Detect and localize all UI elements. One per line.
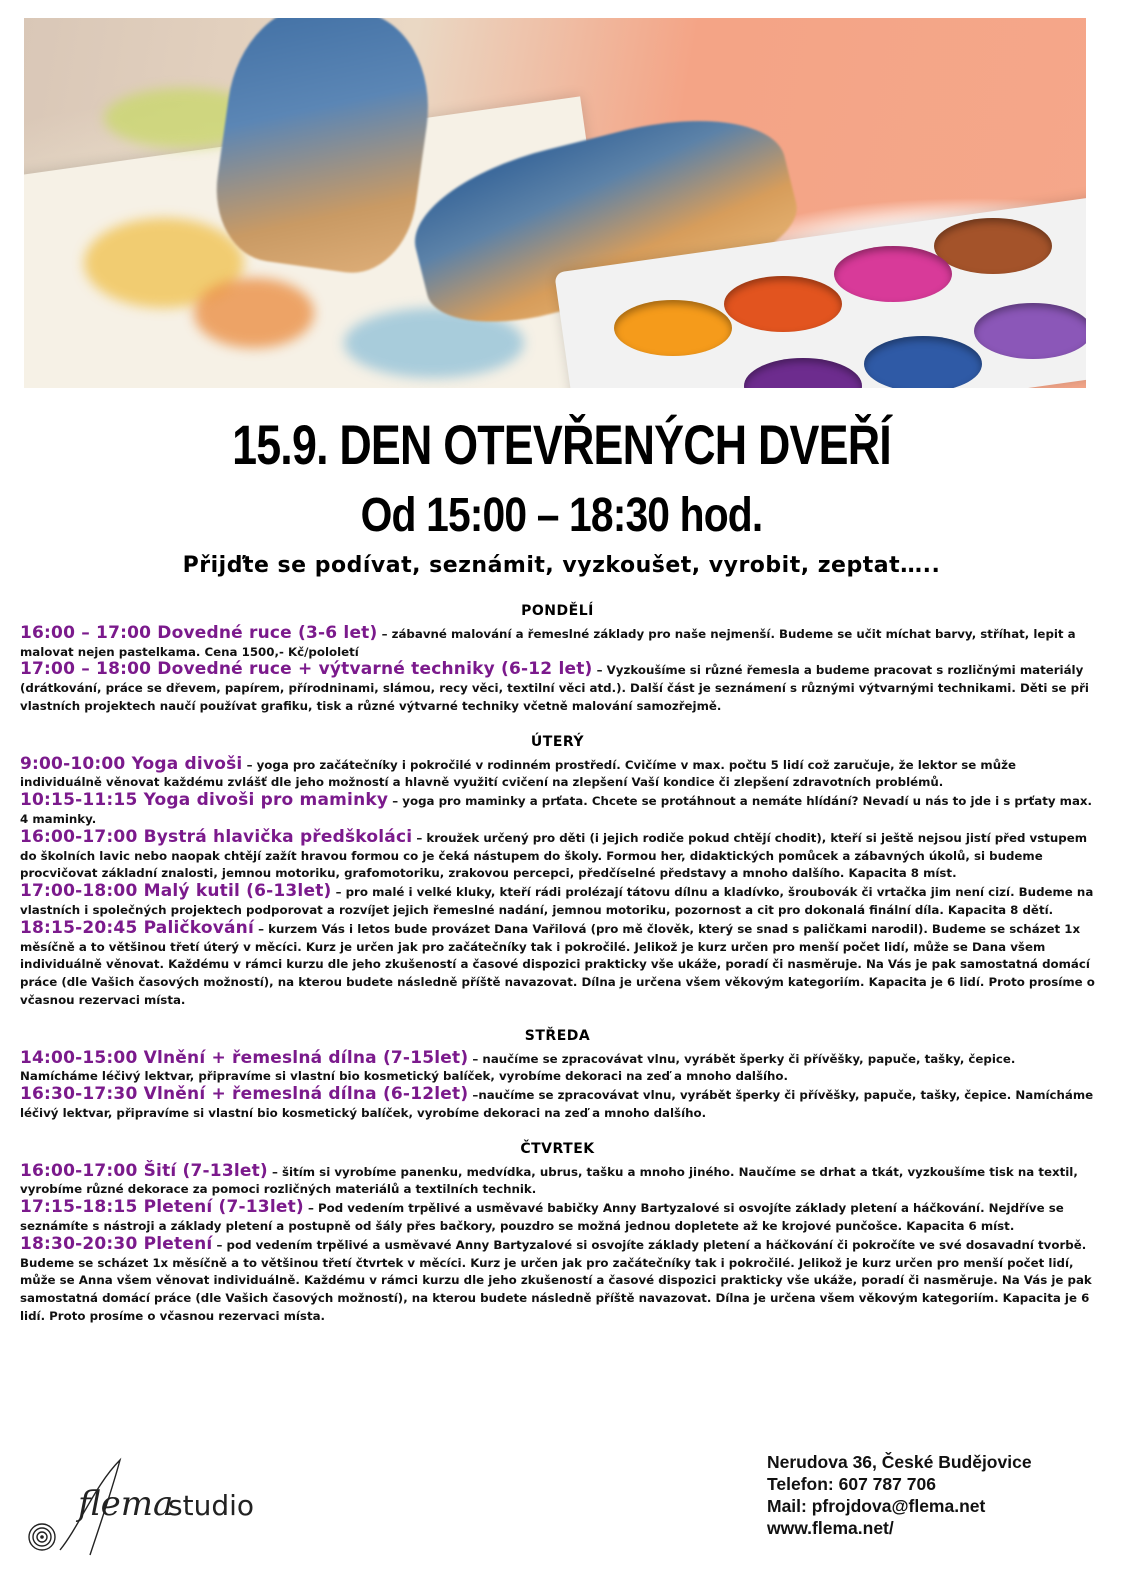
flema-studio-logo [20, 1455, 320, 1565]
day-heading-monday: PONDĚLÍ [521, 603, 594, 619]
entry-text: – kroužek určený pro děti (i jejich rodiče pokud chtějí chodit), kteří si ještě nejsou jistí před vstupem do školních lavic nebo naopak chtějí zažít hravou formou co je čeká nástupem do školy. Formou her, didaktických pomůcek a zábavných úkolů, si budeme procvičovat základní znalosti, jemnou motoriku, grafomotoriku, zrakovou percepci, předčíselné představy a mnoho dalšího. Kapacita 8 míst. [20, 830, 1088, 881]
entry-heading: 16:00-17:00 Šití (7-13let) [20, 1160, 268, 1181]
paint-well [934, 218, 1052, 274]
entry-text: –naučíme se zpracovávat vlnu, vyrábět šperky či přívěšky, papuče, tašky, čepice. Namícháme léčivý lektvar, připravíme si vlastní bio kosmetický balíček, vyrobíme dekoraci na zeď a mnoho dalšího. [20, 1088, 1094, 1120]
entry-text: – yoga pro začátečníky i pokročilé v rodinném prostředí. Cvičíme v max. počtu 5 lidí což zaručuje, že lektor se může individuálně věnovat každému zvlášť dle jeho možností a hlavně využití cvičení na zlepšení Vaší kondice či zlepšení zdravotních problémů. [20, 757, 1016, 790]
schedule-entry [20, 883, 1095, 920]
entry-text: – pro malé i velké kluky, kteří rádi prolézají tátovu dílnu a kladívko, šroubovák či vrtačka jim není cizí. Budeme na vlastních i společných projektech podporovat a rozvíjet jejich řemeslné nadání, jemnou motoriku, pozornost a cit pro dokonalá finální díla. Kapacita 8 dětí. [20, 885, 1094, 917]
paint-well [834, 246, 952, 302]
schedule-entry [20, 1233, 1095, 1326]
day-heading-wednesday: STŘEDA [524, 1027, 591, 1044]
schedule-entry [20, 792, 1095, 829]
schedule-entry [20, 917, 1095, 1010]
entry-heading: 16:30-17:30 Vlnění + řemeslná dílna (6-12let) [20, 1084, 469, 1105]
schedule-entry [20, 826, 1095, 883]
spiral-icon [29, 1524, 55, 1550]
entry-text: – pod vedením trpělivé a usměvavé Anny Bartyzalové si osvojíte základy pletení a háčkování či pokročíte ve své dosavadní tvorbě. Budeme se scházet 1x měsíčně a to většinou třetí čtvrtek v měcíci. Kurz je určen jak pro začátečníky tak i pokročilé. Jelikož je kurz určen pro menší počet lidí, může se Anna všem věnovat individuálně. Každému v rámci kurzu dle jeho zkušeností a časové dispozici prakticky vše ukáže, poradí či nasměruje. Na Vás je pak samostatná domácí práce (dle Vašich časových možností), na kterou budete následně příště navazovat. Dílna je určena všem věkovým kategoriím. Kapacita je 6 lidí. Proto prosíme o včasnou rezervaci místa. [20, 1237, 1092, 1323]
schedule-entry [20, 622, 1095, 662]
event-title: 15.9. DEN OTEVŘENÝCH DVEŘÍ [232, 413, 891, 476]
entry-text: – yoga pro maminky a prťata. Chcete se protáhnout a nemáte hlídání? Nevadí u nás to jde i s prťaty max. 4 maminky. [20, 794, 1092, 826]
entry-heading: 16:00-17:00 Bystrá hlavička předškoláci [20, 826, 413, 847]
paint-well [724, 276, 842, 332]
entry-heading: 17:00 – 18:00 Dovedné ruce + výtvarné techniky (6-12 let) [20, 659, 593, 680]
schedule-entry [20, 1160, 1095, 1200]
entry-text: – zábavné malování a řemeslné základy pro naše nejmenší. Budeme se učit míchat barvy, stříhat, lepit a malovat nejen pastelkama. Cena 1500,- Kč/pololetí [20, 626, 1076, 659]
schedule-entry [20, 1199, 1095, 1236]
email: Mail: pfrojdova@flema.net [767, 1496, 986, 1516]
logo-word: studio [168, 1489, 254, 1522]
paint-well [614, 300, 732, 356]
schedule-entry [20, 753, 1095, 793]
entry-heading: 10:15-11:15 Yoga divoši pro maminky [20, 790, 389, 811]
event-time: Od 15:00 – 18:30 hod. [360, 489, 763, 542]
entry-text: – šitím si vyrobíme panenku, medvídka, ubrus, tašku a mnoho jiného. Naučíme se drhat a tkát, vyzkoušíme tisk na textil, vyrobíme různé dekorace za pomoci rozličných materiálů a textilních technik. [20, 1164, 1078, 1197]
entry-heading: 17:15-18:15 Pletení (7-13let) [20, 1197, 304, 1218]
hero-photo [24, 18, 1086, 388]
website-link[interactable]: www.flema.net/ [767, 1518, 894, 1538]
schedule-entry [20, 1086, 1095, 1123]
day-heading-thursday: ČTVRTEK [520, 1140, 595, 1157]
entry-text: – Pod vedením trpělivé a usměvavé babičky Anny Bartyzalové si osvojíte základy pletení a háčkování. Nejdříve se seznámíte s nástroji a základy pletení a postupně od šály přes bačkory, pouzdro se možná jednou dopletete až ke krojové punčošce. Kapacita 6 míst. [20, 1201, 1064, 1233]
paint-well [974, 303, 1086, 359]
entry-text: – Vyzkoušíme si různé řemesla a budeme pracovat s rozličnými materiály (drátkování, práce se dřevem, papírem, přírodninami, slámou, recy věci, textilní věci atd.). Další část je seznámení s různými výtvarnými technikami. Děti se při vlastních projektech naučí používat grafiku, tisk a různé výtvarné techniky včetně malování samozřejmě. [20, 663, 1089, 713]
entry-heading: 16:00 – 17:00 Dovedné ruce (3-6 let) [20, 622, 378, 643]
event-tagline: Přijďte se podívat, seznámit, vyzkoušet, vyrobit, zeptat….. [182, 553, 941, 578]
entry-heading: 17:00-18:00 Malý kutil (6-13let) [20, 881, 332, 902]
paint-splash [194, 278, 314, 348]
entry-heading: 14:00-15:00 Vlnění + řemeslná dílna (7-15let) [20, 1047, 469, 1068]
entry-heading: 9:00-10:00 Yoga divoši [20, 753, 243, 774]
entry-heading: 18:15-20:45 Paličkování [20, 917, 255, 938]
day-heading-tuesday: ÚTERÝ [530, 733, 585, 750]
contact-block [767, 1451, 1032, 1539]
schedule-entry [20, 661, 1095, 715]
phone: Telefon: 607 787 706 [767, 1474, 936, 1494]
paint-well [864, 336, 982, 388]
schedule [20, 603, 1095, 1326]
schedule-entry [20, 1047, 1095, 1087]
logo-script: flema [78, 1484, 174, 1524]
entry-heading: 18:30-20:30 Pletení [20, 1233, 213, 1254]
entry-text: – kurzem Vás i letos bude provázet Dana Vařilová (pro mě člověk, který se snad s paličkami narodil). Budeme se scházet 1x měsíčně a to většinou třetí úterý v měcíci. Kurz je určen jak pro začátečníky tak i pokročilé. Jelikož je kurz určen pro menší počet lidí, může se Dana všem individuálně věnovat. Každému v rámci kurzu dle jeho zkušeností a časové dispozici prakticky vše ukáže, poradí či nasměruje. Na Vás je pak samostatná domácí práce (dle Vašich časových možností), na kterou budete následně příště navazovat. Dílna je určena všem věkovým kategoriím. Kapacita je 6 lidí. Proto prosíme o včasnou rezervaci místa. [20, 921, 1095, 1007]
entry-text: – naučíme se zpracovávat vlnu, vyrábět šperky či přívěšky, papuče, tašky, čepice. Namícháme léčivý lektvar, připravíme si vlastní bio kosmetický balíček, vyrobíme dekoraci na zeď a mnoho dalšího. [20, 1051, 1016, 1084]
address: Nerudova 36, České Budějovice [767, 1452, 1032, 1472]
